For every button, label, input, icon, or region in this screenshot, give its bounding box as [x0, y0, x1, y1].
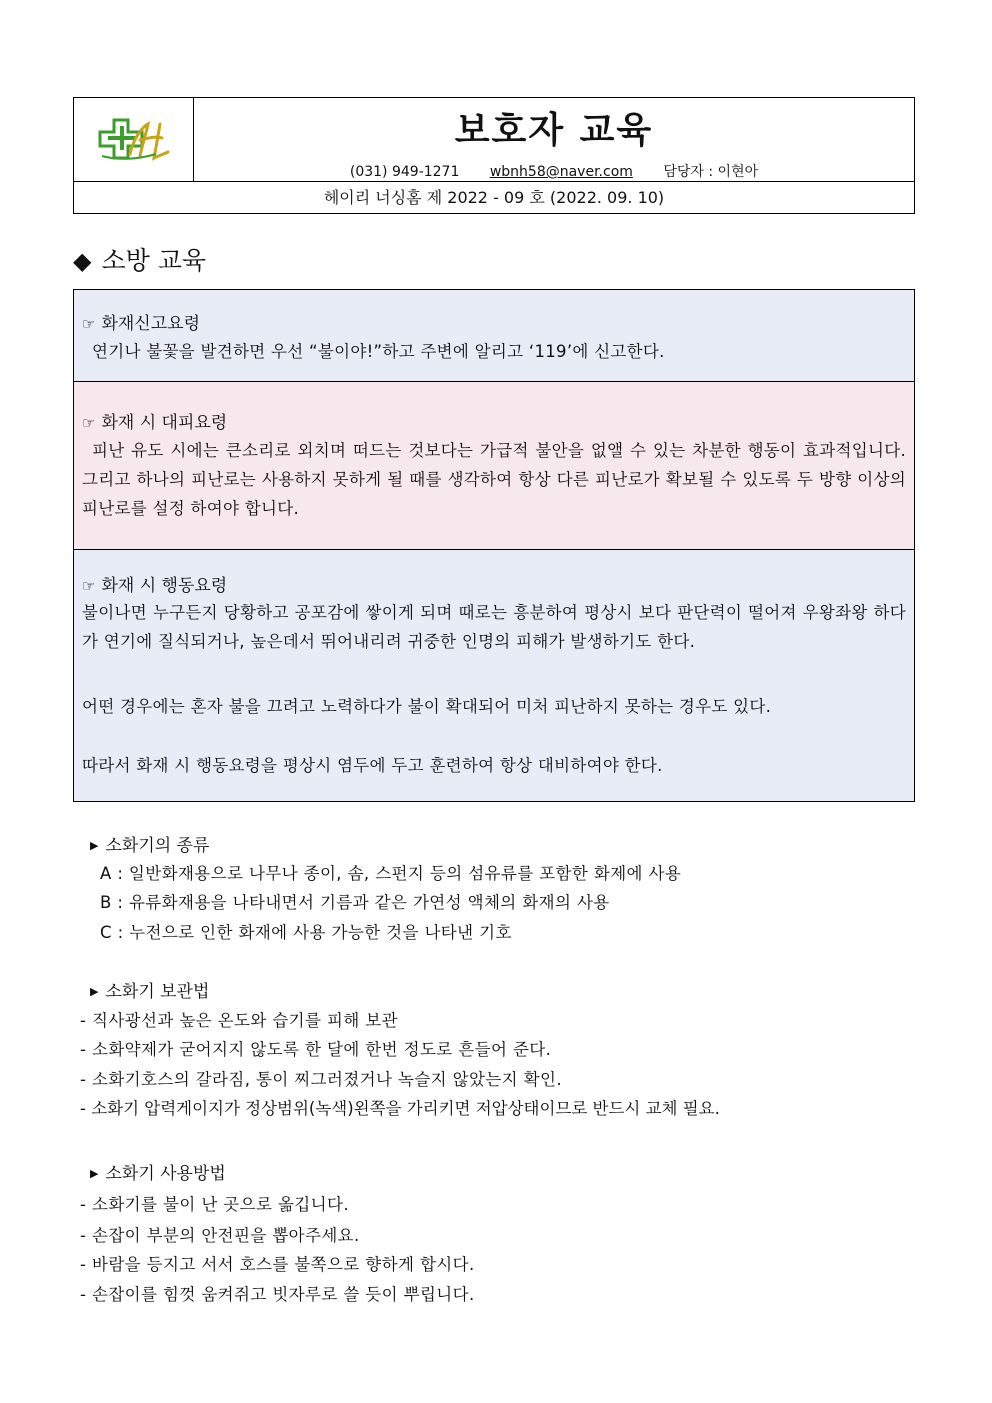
logo-cell: [74, 98, 194, 182]
triangle-bullet-icon: ▶: [90, 985, 99, 998]
pointing-hand-icon: ☞: [82, 315, 96, 333]
report-title: 화재신고요령: [101, 314, 200, 334]
action-box: [73, 550, 915, 802]
list-item: - 소화기를 불이 난 곳으로 옮깁니다.: [80, 1195, 349, 1214]
issue-number: 헤이리 너싱홈 제 2022 - 09 호 (2022. 09. 10): [323, 188, 665, 207]
evacuation-heading: [82, 408, 227, 433]
types-title: 소화기의 종류: [105, 836, 210, 856]
pointing-hand-icon: ☞: [82, 577, 96, 595]
list-item: - 손잡이 부분의 안전핀을 뽑아주세요.: [80, 1226, 360, 1245]
usage-heading: [90, 1159, 226, 1184]
diamond-icon: ◆: [73, 247, 92, 275]
page-title: 보호자 교육: [454, 110, 654, 151]
report-box: [73, 289, 915, 382]
evacuation-title: 화재 시 대피요령: [101, 413, 228, 433]
list-item: - 소화기호스의 갈라짐, 통이 찌그러졌거나 녹슬지 않았는지 확인.: [80, 1070, 562, 1089]
nursing-home-logo-icon: [96, 116, 172, 164]
action-paragraph-3: 따라서 화재 시 행동요령을 평상시 염두에 두고 훈련하여 항상 대비하여야 한다.: [82, 756, 663, 775]
section-title-text: 소방 교육: [101, 246, 207, 275]
email-link[interactable]: wbnh58@naver.com: [489, 164, 633, 180]
usage-title: 소화기 사용방법: [105, 1164, 226, 1184]
list-item: - 직사광선과 높은 온도와 습기를 피해 보관: [80, 1011, 398, 1030]
action-paragraph-1: 불이나면 누구든지 당황하고 공포감에 쌓이게 되며 때로는 흥분하여 평상시 보다 판단력이 떨어져 우왕좌왕 하다가 연기에 질식되거나, 높은데서 뛰어내리려 귀중한 인명의 피해가 발생하기도 한다.: [82, 603, 906, 651]
storage-heading: [90, 977, 209, 1002]
list-item: A : 일반화재용으로 나무나 종이, 솜, 스펀지 등의 섬유류를 포함한 화제에 사용: [100, 864, 682, 883]
triangle-bullet-icon: ▶: [90, 1167, 99, 1180]
evacuation-text: 피난 유도 시에는 큰소리로 외치며 떠드는 것보다는 가급적 불안을 없앨 수 있는 차분한 행동이 효과적입니다. 그리고 하나의 피난로는 사용하지 못하게 될 때를 생각하여 항상 다른 피난로가 확보될 수 있도록 두 방향 이상의 피난로를 설정 하여야 합니다.: [82, 441, 906, 518]
manager-name: 담당자 : 이현아: [663, 164, 759, 180]
report-text: 연기나 불꽃을 발견하면 우선 “불이야!”하고 주변에 알리고 ‘119’에 신고한다.: [92, 342, 665, 361]
report-heading: [82, 309, 200, 334]
triangle-bullet-icon: ▶: [90, 839, 99, 852]
types-heading: [90, 831, 209, 856]
action-paragraph-2: 어떤 경우에는 혼자 불을 끄려고 노력하다가 불이 확대되어 미처 피난하지 못하는 경우도 있다.: [82, 697, 772, 716]
action-title: 화재 시 행동요령: [101, 576, 228, 596]
contact-line: [194, 161, 914, 181]
list-item: - 손잡이를 힘껏 움켜쥐고 빗자루로 쓸 듯이 뿌립니다.: [80, 1285, 475, 1304]
list-item: - 소화기 압력게이지가 정상범위(녹색)왼쪽을 가리키면 저압상태이므로 반드시 교체 필요.: [80, 1099, 720, 1118]
list-item: - 소화약제가 굳어지지 않도록 한 달에 한번 정도로 흔들어 준다.: [80, 1040, 552, 1059]
list-item: - 바람을 등지고 서서 호스를 불쪽으로 향하게 합시다.: [80, 1255, 475, 1274]
list-item: B : 유류화재용을 나타내면서 기름과 같은 가연성 액체의 화재의 사용: [100, 893, 610, 912]
list-item: C : 누전으로 인한 화재에 사용 가능한 것을 나타낸 기호: [100, 923, 512, 942]
action-heading: [82, 571, 227, 596]
storage-title: 소화기 보관법: [105, 982, 210, 1002]
section-title: [73, 241, 206, 277]
pointing-hand-icon: ☞: [82, 414, 96, 432]
evacuation-box: [73, 382, 915, 550]
title-cell: [194, 98, 914, 182]
newsletter-header: [73, 97, 915, 214]
phone-number: (031) 949-1271: [349, 164, 460, 180]
